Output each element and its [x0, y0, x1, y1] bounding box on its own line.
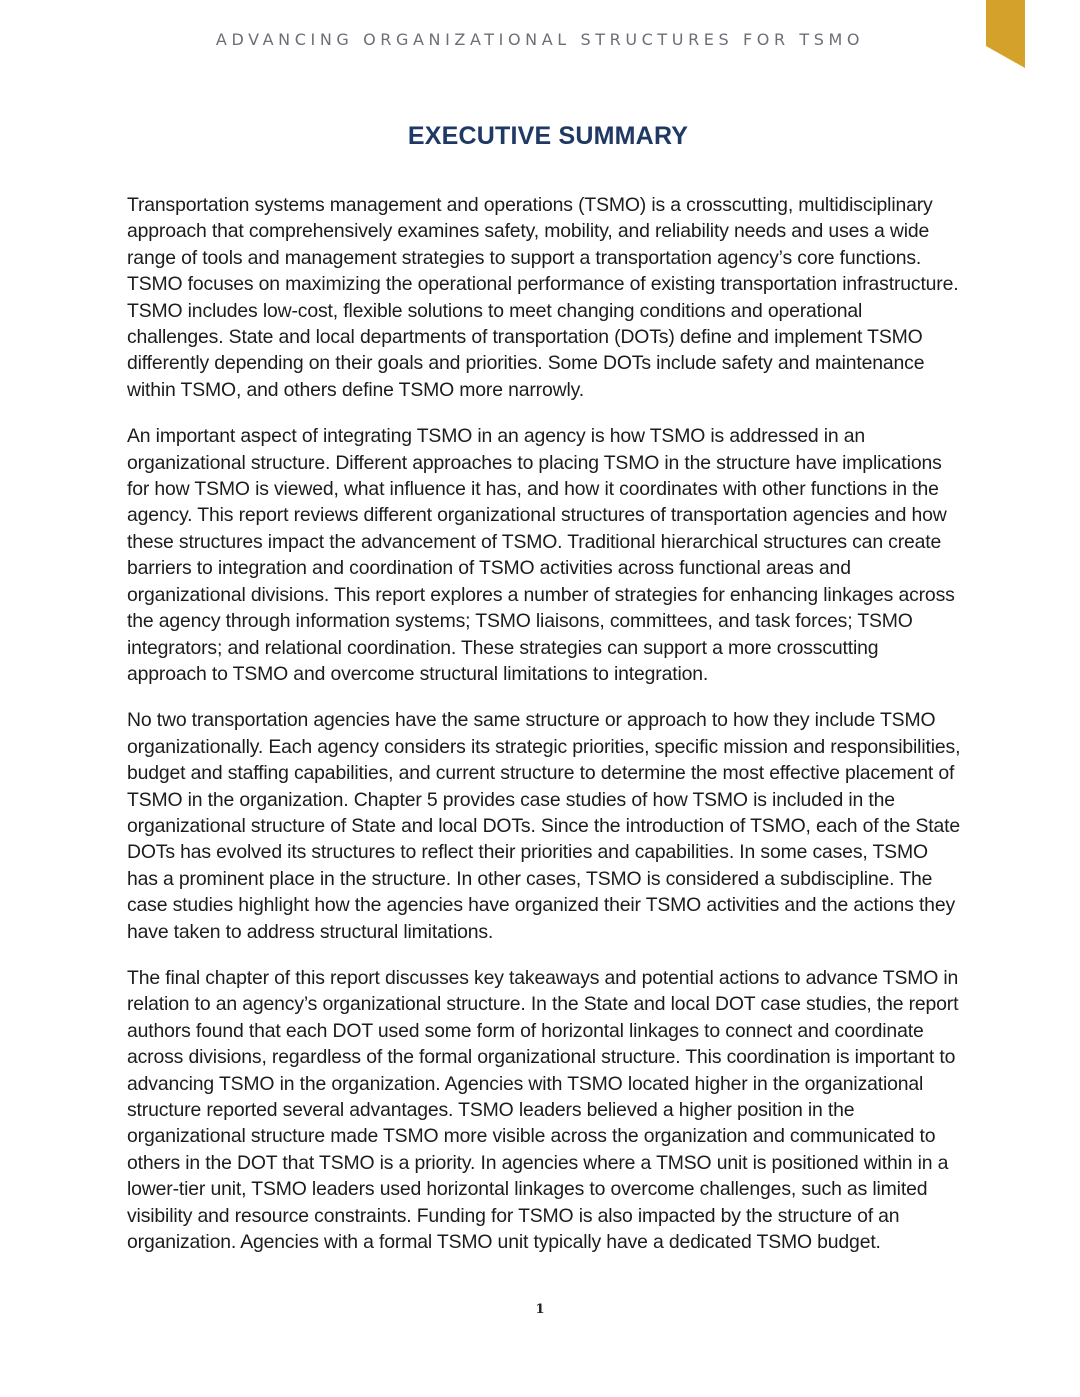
corner-bookmark-tab [986, 0, 1025, 68]
paragraph-final-chapter: The final chapter of this report discusses key takeaways and potential actions to advance TSMO in relation to an agency’s organizational structure. In the State and local DOT case studies, the report authors found that each DOT used some form of horizontal linkages to connect and coordinate across divisions, regardless of the formal organizational structure. This coordination is important to advancing TSMO in the organization. Agencies with TSMO located higher in the organizational structure reported several advantages. TSMO leaders believed a higher position in the organizational structure made TSMO more visible across the organization and communicated to others in the DOT that TSMO is a priority. In agencies where a TMSO unit is positioned within in a lower-tier unit, TSMO leaders used horizontal linkages to overcome challenges, such as limited visibility and resource constraints. Funding for TSMO is also impacted by the structure of an organization. Agencies with a formal TSMO unit typically have a dedicated TSMO budget. [127, 966, 959, 1254]
paragraph-case-studies: No two transportation agencies have the same structure or approach to how they include TSMO organizationally. Each agency considers its strategic priorities, specific mission and responsibilities, budget and staffing capabilities, and current structure to determine the most effective placement of TSMO in the organization. Chapter 5 provides case studies of how TSMO is included in the organizational structure of State and local DOTs. Since the introduction of TSMO, each of the State DOTs has evolved its structures to reflect their priorities and capabilities. In some cases, TSMO has a prominent place in the structure. In other cases, TSMO is considered a subdiscipline. The case studies highlight how the agencies have organized their TSMO activities and the actions they have taken to address structural limitations. [127, 709, 961, 943]
paragraph-intro: Transportation systems management and operations (TSMO) is a crosscutting, multidisciplinary approach that comprehensively examines safety, mobility, and reliability needs and uses a wide range of tools and management strategies to support a transportation agency’s core functions. TSMO focuses on maximizing the operational performance of existing transportation infrastructure. TSMO includes low-cost, flexible solutions to meet changing conditions and operational challenges. State and local departments of transportation (DOTs) define and implement TSMO differently depending on their goals and priorities. Some DOTs include safety and maintenance within TSMO, and others define TSMO more narrowly. [127, 194, 959, 401]
page-title: EXECUTIVE SUMMARY [407, 122, 689, 150]
page-number: 1 [535, 1302, 545, 1317]
paragraph-organizational-structure: An important aspect of integrating TSMO in an agency is how TSMO is addressed in an organizational structure. Different approaches to placing TSMO in the structure have implications for how TSMO is viewed, what influence it has, and how it coordinates with other functions in the agency. This report reviews different organizational structures of transportation agencies and how these structures impact the advancement of TSMO. Traditional hierarchical structures can create barriers to integration and coordination of TSMO activities across functional areas and organizational divisions. This report explores a number of strategies for enhancing linkages across the agency through information systems; TSMO liaisons, committees, and task forces; TSMO integrators; and relational coordination. These strategies can support a more crosscutting approach to TSMO and overcome structural limitations to integration. [127, 425, 955, 685]
body-text [127, 192, 963, 1275]
running-header: ADVANCING ORGANIZATIONAL STRUCTURES FOR TSMO [215, 30, 865, 49]
